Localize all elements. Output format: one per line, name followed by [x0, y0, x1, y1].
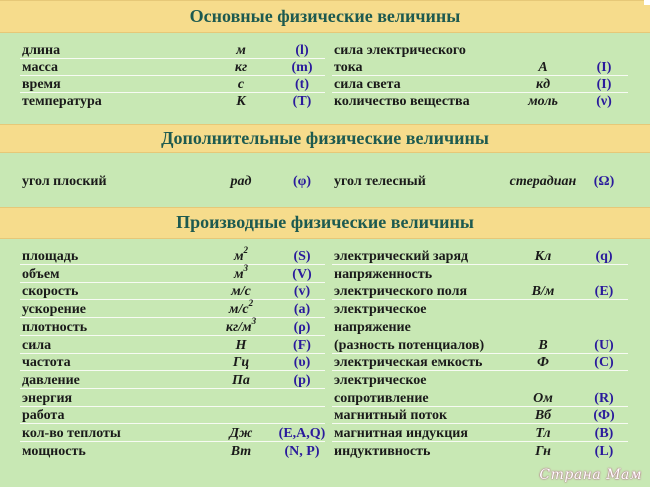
quantity-row	[332, 59, 628, 76]
quantity-name: электрическое	[334, 302, 427, 317]
unit-text: кг	[234, 60, 248, 75]
unit-label	[508, 59, 578, 76]
unit-label	[206, 173, 276, 190]
quantity-name: угол телесный	[334, 174, 426, 189]
quantity-row	[332, 283, 628, 300]
unit-text: В/м	[531, 284, 555, 299]
symbol-label: (ν)	[596, 94, 612, 109]
unit-text: рад	[230, 174, 252, 189]
unit-label	[206, 42, 276, 59]
quantity-name: электрического поля	[334, 284, 468, 299]
unit-text: Н	[235, 338, 247, 353]
quantity-name: частота	[22, 355, 71, 370]
symbol-label: (Ф)	[593, 408, 615, 423]
quantity-name: магнитная индукция	[334, 426, 468, 441]
unit-text: Вт	[230, 444, 252, 459]
unit-text: м	[236, 43, 246, 58]
watermark: Страна Мам	[539, 467, 642, 483]
symbol-label: (p)	[293, 373, 311, 388]
quantity-name: индуктивность	[334, 444, 431, 459]
unit-label	[206, 76, 276, 93]
symbol-label: (E,A,Q)	[278, 426, 326, 441]
unit-text: Па	[232, 373, 250, 388]
section-header-derived	[0, 207, 650, 239]
quantity-row	[20, 316, 325, 336]
quantity-row	[332, 319, 628, 336]
quantity-name: напряжение	[334, 320, 411, 335]
symbol-label: (υ)	[293, 355, 311, 370]
quantity-name: магнитный поток	[334, 408, 448, 423]
unit-label	[508, 337, 578, 354]
section-title-basic: Основные физические величины	[189, 6, 461, 26]
unit-text: Гн	[535, 444, 551, 459]
unit-exponent: 2	[248, 298, 254, 309]
unit-label	[508, 390, 578, 407]
quantity-name: угол плоский	[22, 174, 107, 189]
quantity-row	[332, 266, 628, 283]
quantity-row	[332, 93, 628, 110]
unit-label	[508, 248, 578, 265]
quantity-name: плотность	[22, 320, 88, 335]
unit-label	[206, 354, 276, 371]
quantity-name: электрическое	[334, 373, 427, 388]
symbol-label: (S)	[293, 249, 311, 264]
unit-label	[508, 173, 578, 190]
unit-text: Ф	[537, 355, 549, 370]
unit-label	[508, 354, 578, 371]
quantity-name: электрический заряд	[334, 249, 469, 264]
symbol-label: (ρ)	[293, 320, 311, 335]
unit-label	[206, 93, 276, 110]
symbol-label: (I)	[596, 60, 612, 75]
quantity-name: электрическая емкость	[334, 355, 483, 370]
unit-text: м/с	[228, 302, 249, 317]
quantity-name: работа	[22, 408, 65, 423]
unit-text: м	[233, 249, 244, 264]
unit-text: К	[236, 94, 246, 109]
symbol-label: (a)	[293, 302, 311, 317]
symbol-label: (C)	[594, 355, 614, 370]
quantity-row	[332, 443, 628, 460]
symbol-label: (F)	[293, 338, 311, 353]
unit-text: стерадиан	[509, 174, 577, 189]
unit-exponent: 3	[251, 316, 257, 327]
unit-text: Ом	[533, 391, 553, 406]
quantity-name: (разность потенциалов)	[334, 338, 485, 353]
section-title-derived: Производные физические величины	[176, 212, 474, 232]
unit-text: Тл	[535, 426, 551, 441]
quantity-name: масса	[22, 60, 59, 75]
quantity-row	[20, 354, 325, 371]
symbol-label: (t)	[295, 77, 309, 92]
quantity-row	[20, 425, 325, 442]
unit-text: В	[538, 338, 548, 353]
quantity-name: сила света	[334, 77, 401, 92]
corner-mark	[644, 0, 650, 5]
unit-text: м	[233, 267, 244, 282]
quantity-row	[332, 248, 628, 265]
unit-text: А	[538, 60, 548, 75]
quantity-row	[20, 283, 325, 300]
quantity-row	[20, 263, 325, 283]
unit-text: кд	[535, 77, 551, 92]
quantity-row	[332, 425, 628, 442]
unit-label	[206, 443, 276, 460]
quantity-name: количество вещества	[334, 94, 470, 109]
quantity-row	[332, 372, 628, 389]
unit-label	[508, 93, 578, 110]
quantity-row	[20, 42, 325, 59]
quantity-name: кол-во теплоты	[22, 426, 121, 441]
quantity-row	[20, 173, 325, 190]
section-header-basic	[0, 0, 650, 33]
quantity-name: мощность	[22, 444, 86, 459]
quantity-row	[20, 298, 325, 318]
unit-label	[206, 316, 276, 336]
quantity-name: площадь	[22, 249, 79, 264]
symbol-label: (U)	[594, 338, 614, 353]
quantity-row	[20, 390, 325, 407]
symbol-label: (l)	[295, 43, 309, 58]
quantity-name: сила электрического	[334, 43, 466, 58]
quantity-row	[20, 337, 325, 354]
symbol-label: (v)	[293, 284, 311, 299]
unit-label	[206, 263, 276, 283]
quantity-name: энергия	[22, 391, 73, 406]
quantity-row	[20, 59, 325, 76]
symbol-label: (E)	[594, 284, 614, 299]
symbol-label: (T)	[292, 94, 312, 109]
quantity-row	[20, 372, 325, 389]
unit-label	[508, 283, 578, 300]
unit-label	[508, 425, 578, 442]
quantity-name: давление	[22, 373, 80, 388]
unit-text: кг/м	[225, 320, 252, 335]
quantity-name: длина	[22, 43, 61, 58]
unit-text: Дж	[229, 426, 253, 441]
symbol-label: (L)	[594, 444, 614, 459]
symbol-label: (V)	[292, 267, 312, 282]
quantity-row	[20, 93, 325, 110]
unit-text: Кл	[534, 249, 552, 264]
quantity-row	[332, 42, 628, 59]
unit-label	[206, 283, 276, 300]
unit-label	[206, 59, 276, 76]
unit-exponent: 3	[243, 263, 249, 274]
quantity-row	[332, 407, 628, 424]
quantity-name: тока	[334, 60, 363, 75]
unit-label	[508, 443, 578, 460]
quantity-name: объем	[22, 267, 60, 282]
quantity-name: температура	[22, 94, 102, 109]
section-header-additional	[0, 124, 650, 153]
symbol-label: (N, P)	[284, 444, 320, 459]
quantity-row	[332, 173, 628, 190]
quantity-row	[20, 76, 325, 93]
symbol-label: (I)	[596, 77, 612, 92]
quantity-name: сопротивление	[334, 391, 429, 406]
quantity-row	[332, 337, 628, 354]
unit-text: м/с	[231, 284, 251, 299]
symbol-label: (Ω)	[593, 174, 615, 189]
quantity-name: время	[22, 77, 61, 92]
unit-label	[508, 76, 578, 93]
quantity-row	[332, 301, 628, 318]
unit-text: моль	[528, 94, 558, 109]
unit-text: с	[237, 77, 245, 92]
symbol-label: (B)	[594, 426, 614, 441]
symbol-label: (φ)	[292, 174, 312, 189]
symbol-label: (m)	[291, 60, 313, 75]
unit-label	[206, 372, 276, 389]
quantity-name: напряженность	[334, 267, 433, 282]
symbol-label: (R)	[594, 391, 614, 406]
quantity-name: скорость	[22, 284, 79, 299]
section-title-additional: Дополнительные физические величины	[161, 128, 489, 148]
quantity-name: сила	[22, 338, 52, 353]
unit-text: Вб	[534, 408, 552, 423]
quantity-row	[20, 245, 325, 265]
unit-text: Гц	[232, 355, 250, 370]
unit-label	[206, 245, 276, 265]
unit-label	[508, 407, 578, 424]
symbol-label: (q)	[595, 249, 613, 264]
unit-label	[206, 337, 276, 354]
unit-label	[206, 425, 276, 442]
unit-label	[206, 298, 276, 318]
quantity-row	[20, 443, 325, 460]
quantity-row	[332, 76, 628, 93]
quantity-row	[332, 390, 628, 407]
quantity-row	[332, 354, 628, 371]
unit-exponent: 2	[243, 245, 249, 256]
quantity-row	[20, 407, 325, 424]
quantity-name: ускорение	[22, 302, 87, 317]
